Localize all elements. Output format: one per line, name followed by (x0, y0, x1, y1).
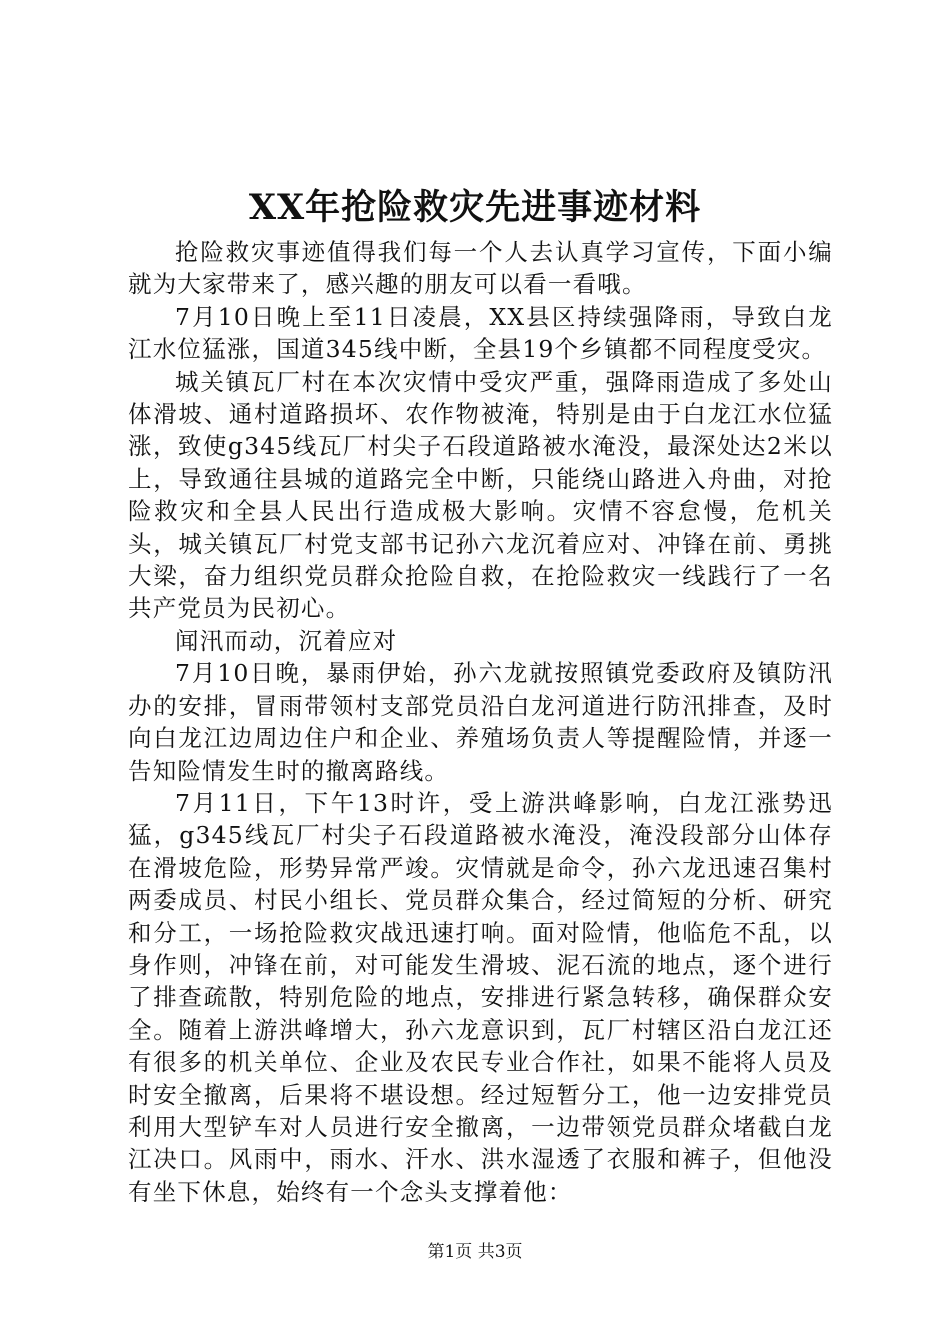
paragraph-intro: 抢险救灾事迹值得我们每一个人去认真学习宣传，下面小编就为大家带来了，感兴趣的朋友可以看一看哦。 (128, 238, 833, 299)
document-title: XX年抢险救灾先进事迹材料 (248, 187, 702, 228)
document-body (128, 236, 833, 1208)
paragraph-july-10: 7月10日晚，暴雨伊始，孙六龙就按照镇党委政府及镇防汛办的安排，冒雨带领村支部党员沿白龙河道进行防汛排查，及时向白龙江边周边住户和企业、养殖场负责人等提醒险情，并逐一告知险情发生时的撤离路线。 (128, 659, 833, 785)
paragraph-village-impact: 城关镇瓦厂村在本次灾情中受灾严重，强降雨造成了多处山体滑坡、通村道路损坏、农作物被淹，特别是由于白龙江水位猛涨，致使g345线瓦厂村尖子石段道路被水淹没，最深处达2米以上，导致通往县城的道路完全中断，只能绕山路进入舟曲，对抢险救灾和全县人民出行造成极大影响。灾情不容怠慢，危机关头，城关镇瓦厂村党支部书记孙六龙沉着应对、冲锋在前、勇挑大梁，奋力组织党员群众抢险自救，在抢险救灾一线践行了一名共产党员为民初心。 (128, 367, 833, 623)
paragraph-disaster-summary: 7月10日晚上至11日凌晨，XX县区持续强降雨，导致白龙江水位猛涨，国道345线中断，全县19个乡镇都不同程度受灾。 (128, 302, 833, 364)
page-number: 第1页 共3页 (427, 1242, 523, 1262)
paragraph-july-11: 7月11日，下午13时许，受上游洪峰影响，白龙江涨势迅猛，g345线瓦厂村尖子石段道路被水淹没，淹没段部分山体存在滑坡危险，形势异常严竣。灾情就是命令，孙六龙迅速召集村两委成员、村民小组长、党员群众集合，经过简短的分析、研究和分工，一场抢险救灾战迅速打响。面对险情，他临危不乱，以身作则，冲锋在前，对可能发生滑坡、泥石流的地点，逐个进行了排查疏散，特别危险的地点，安排进行紧急转移，确保群众安全。随着上游洪峰增大，孙六龙意识到，瓦厂村辖区沿白龙江还有很多的机关单位、企业及农民专业合作社，如果不能将人员及时安全撤离，后果将不堪设想。经过短暂分工，他一边安排党员利用大型铲车对人员进行安全撤离，一边带领党员群众堵截白龙江决口。风雨中，雨水、汗水、洪水湿透了衣服和裤子，但他没有坐下休息，始终有一个念头支撑着他： (128, 788, 833, 1206)
section-heading: 闻汛而动，沉着应对 (175, 626, 398, 655)
